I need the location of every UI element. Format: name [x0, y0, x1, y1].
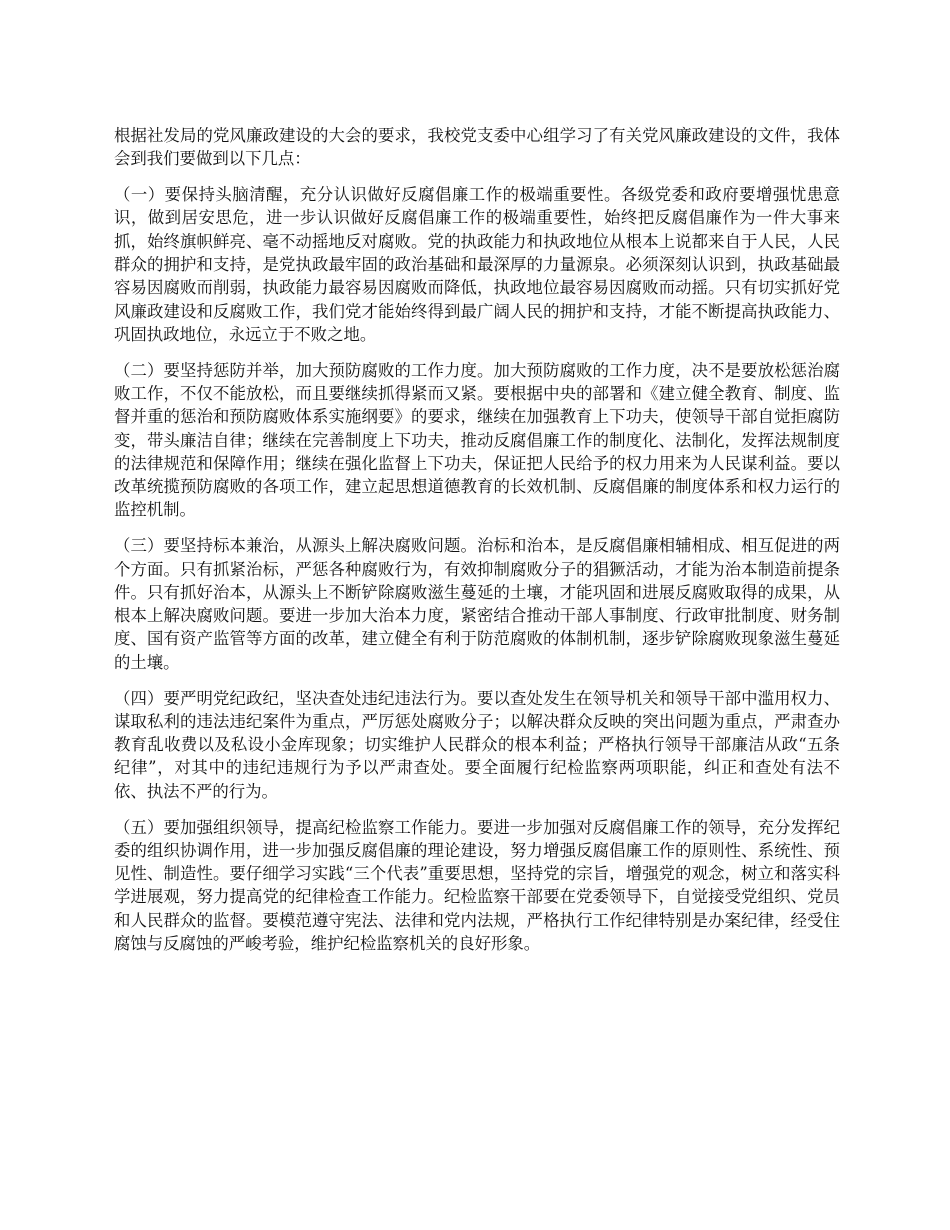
- paragraph-2: （二）要坚持惩防并举，加大预防腐败的工作力度。加大预防腐败的工作力度，决不是要放松惩治腐败工作，不仅不能放松，而且要继续抓得紧而又紧。要根据中央的部署和《建立健全教育、制度、监督并重的惩治和预防腐败体系实施纲要》的要求，继续在加强教育上下功夫，使领导干部自觉拒腐防变，带头廉洁自律；继续在完善制度上下功夫，推动反腐倡廉工作的制度化、法制化，发挥法规制度的法律规范和保障作用；继续在强化监督上下功夫，保证把人民给予的权力用来为人民谋利益。要以改革统揽预防腐败的各项工作，建立起思想道德教育的长效机制、反腐倡廉的制度体系和权力运行的监控机制。: [114, 360, 840, 520]
- intro-paragraph: 根据社发局的党风廉政建设的大会的要求，我校党支委中心组学习了有关党风廉政建设的文件，我体会到我们要做到以下几点：: [114, 126, 840, 169]
- paragraph-1: （一）要保持头脑清醒，充分认识做好反腐倡廉工作的极端重要性。各级党委和政府要增强忧患意识，做到居安思危，进一步认识做好反腐倡廉工作的极端重要性，始终把反腐倡廉作为一件大事来抓，始终旗帜鲜亮、毫不动摇地反对腐败。党的执政能力和执政地位从根本上说都来自于人民，人民群众的拥护和支持，是党执政最牢固的政治基础和最深厚的力量源泉。必须深刻认识到，执政基础最容易因腐败而削弱，执政能力最容易因腐败而降低，执政地位最容易因腐败而动摇。只有切实抓好党风廉政建设和反腐败工作，我们党才能始终得到最广阔人民的拥护和支持，才能不断提高执政能力、巩固执政地位，永远立于不败之地。: [114, 185, 840, 344]
- document-body: [114, 124, 840, 968]
- paragraph-5: （五）要加强组织领导，提高纪检监察工作能力。要进一步加强对反腐倡廉工作的领导，充分发挥纪委的组织协调作用，进一步加强反腐倡廉的理论建设，努力增强反腐倡廉工作的原则性、系统性、预见性、制造性。要仔细学习实践“三个代表”重要思想，坚持党的宗旨，增强党的观念，树立和落实科学进展观，努力提高党的纪律检查工作能力。纪检监察干部要在党委领导下，自觉接受党组织、党员和人民群众的监督。要模范遵守宪法、法律和党内法规，严格执行工作纪律特别是办案纪律，经受住腐蚀与反腐蚀的严峻考验，维护纪检监察机关的良好形象。: [114, 817, 840, 953]
- paragraph-3: （三）要坚持标本兼治，从源头上解决腐败问题。治标和治本，是反腐倡廉相辅相成、相互促进的两个方面。只有抓紧治标，严惩各种腐败行为，有效抑制腐败分子的猖獗活动，才能为治本制造前提条件。只有抓好治本，从源头上不断铲除腐败滋生蔓延的土壤，才能巩固和进展反腐败取得的成果，从根本上解决腐败问题。要进一步加大治本力度，紧密结合推动干部人事制度、行政审批制度、财务制度、国有资产监管等方面的改革，建立健全有利于防范腐败的体制机制，逐步铲除腐败现象滋生蔓延的土壤。: [114, 536, 840, 672]
- paragraph-4: （四）要严明党纪政纪，坚决查处违纪违法行为。要以查处发生在领导机关和领导干部中滥用权力、谋取私利的违法违纪案件为重点，严厉惩处腐败分子；以解决群众反映的突出问题为重点，严肃查办教育乱收费以及私设小金库现象；切实维护人民群众的根本利益；严格执行领导干部廉洁从政“五条纪律”，对其中的违纪违规行为予以严肃查处。要全面履行纪检监察两项职能，纠正和查处有法不依、执法不严的行为。: [114, 688, 840, 801]
